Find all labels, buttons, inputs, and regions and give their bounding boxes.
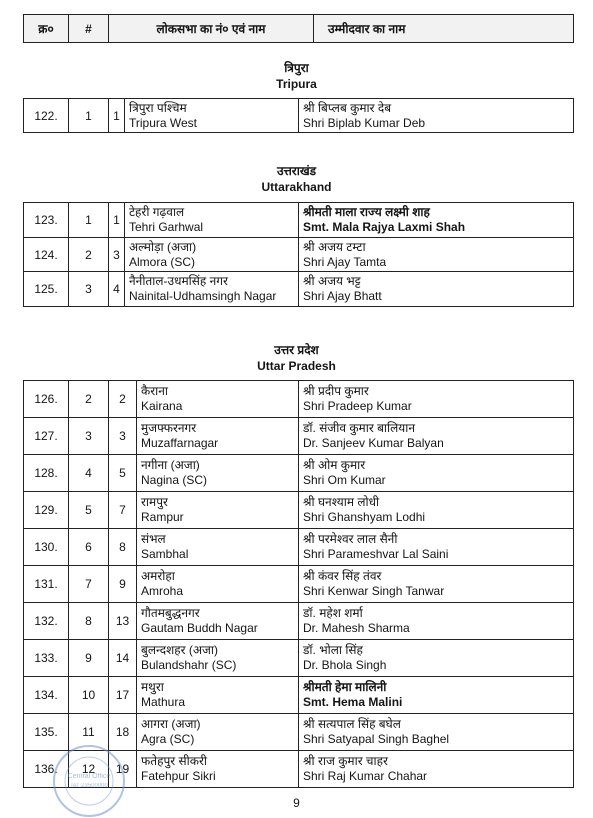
constituency-cell [137, 492, 299, 529]
candidate-english: Shri Kenwar Singh Tanwar [303, 584, 445, 598]
row-pc-number: 8 [109, 529, 137, 566]
row-sr: 134. [24, 677, 69, 714]
constituency-cell [137, 381, 299, 418]
constituency-hindi: रामपुर [141, 495, 168, 509]
state-heading-uttarakhand [0, 163, 593, 195]
state-name-hindi: उत्तराखंड [276, 164, 317, 178]
row-number: 1 [69, 99, 109, 133]
row-pc-number: 7 [109, 492, 137, 529]
table-row [24, 99, 574, 133]
candidate-english: Shri Parameshvar Lal Saini [303, 547, 449, 561]
candidate-english: Shri Om Kumar [303, 473, 386, 487]
candidate-hindi: श्री परमेश्वर लाल सैनी [303, 532, 398, 546]
state-heading-uttar-pradesh [0, 342, 593, 374]
constituency-english: Kairana [141, 399, 183, 413]
candidate-cell [299, 529, 574, 566]
table-row [24, 492, 574, 529]
row-pc-number: 4 [109, 272, 125, 307]
candidate-english: Shri Ajay Tamta [303, 254, 387, 269]
candidate-english: Shri Pradeep Kumar [303, 399, 412, 413]
candidate-hindi: श्रीमती माला राज्य लक्ष्मी शाह [303, 205, 430, 219]
seal-line2: Tel: 23500000 [70, 783, 108, 789]
candidate-hindi: श्री कंवर सिंह तंवर [303, 569, 382, 583]
constituency-english: Almora (SC) [129, 254, 196, 269]
constituency-english: Amroha [141, 584, 184, 598]
constituency-hindi: अल्मोड़ा (अजा) [129, 239, 197, 254]
constituency-cell [137, 640, 299, 677]
candidate-cell [299, 714, 574, 751]
row-sr: 136. [24, 751, 69, 788]
table-row [24, 529, 574, 566]
row-pc-number: 3 [109, 238, 125, 272]
state-name-hindi: त्रिपुरा [284, 61, 309, 75]
seal-line1: Central Office [67, 773, 111, 780]
table-row [24, 677, 574, 714]
candidate-cell [299, 603, 574, 640]
table-row [24, 381, 574, 418]
row-sr: 126. [24, 381, 69, 418]
constituency-english: Nainital-Udhamsingh Nagar [129, 289, 277, 303]
constituency-english: Agra (SC) [141, 732, 195, 746]
uttarakhand-table [23, 202, 574, 307]
constituency-hindi: मथुरा [141, 680, 164, 694]
header-hash: # [69, 15, 109, 43]
candidate-hindi: श्री घनश्याम लोधी [303, 495, 380, 509]
tripura-table [23, 98, 574, 133]
constituency-hindi: अमरोहा [141, 569, 175, 583]
candidate-hindi: डॉ. भोला सिंह [303, 643, 363, 657]
candidate-cell [299, 381, 574, 418]
uttar-pradesh-rows [24, 381, 574, 788]
candidate-hindi: श्री अजय टम्टा [303, 239, 366, 254]
row-sr: 130. [24, 529, 69, 566]
state-name-english: Uttarakhand [261, 180, 332, 194]
state-name-english: Uttar Pradesh [257, 359, 336, 373]
constituency-hindi: मुजफ्फरनगर [141, 421, 197, 435]
constituency-english: Bulandshahr (SC) [141, 658, 237, 672]
row-number: 3 [69, 418, 109, 455]
table-row [24, 418, 574, 455]
row-pc-number: 9 [109, 566, 137, 603]
constituency-hindi: बुलन्दशहर (अजा) [141, 643, 219, 657]
row-number: 3 [69, 272, 109, 307]
constituency-hindi: नगीना (अजा) [141, 458, 200, 472]
state-heading-tripura [0, 60, 593, 92]
constituency-cell [125, 238, 299, 272]
row-pc-number: 2 [109, 381, 137, 418]
candidate-hindi: श्री सत्यपाल सिंह बघेल [303, 717, 401, 731]
row-pc-number: 5 [109, 455, 137, 492]
row-number: 2 [69, 238, 109, 272]
table-row [24, 203, 574, 238]
row-number: 9 [69, 640, 109, 677]
uttar-pradesh-table [23, 380, 574, 788]
candidate-cell [299, 203, 574, 238]
constituency-english: Nagina (SC) [141, 473, 208, 487]
row-number: 6 [69, 529, 109, 566]
candidate-cell [299, 99, 574, 133]
table-row [24, 640, 574, 677]
row-sr: 131. [24, 566, 69, 603]
candidate-cell [299, 677, 574, 714]
state-name-hindi: उत्तर प्रदेश [274, 343, 319, 357]
candidate-hindi: श्री राज कुमार चाहर [303, 754, 388, 768]
constituency-english: Tehri Garhwal [129, 220, 204, 234]
row-number: 1 [69, 203, 109, 238]
row-sr: 133. [24, 640, 69, 677]
constituency-hindi: फतेहपुर सीकरी [141, 754, 207, 768]
constituency-english: Rampur [141, 510, 184, 524]
row-sr: 132. [24, 603, 69, 640]
table-row [24, 603, 574, 640]
constituency-english: Gautam Buddh Nagar [141, 621, 258, 635]
candidate-hindi: श्री अजय भट्ट [303, 274, 361, 288]
candidate-english: Smt. Mala Rajya Laxmi Shah [303, 220, 466, 234]
header-constituency: लोकसभा का नं० एवं नाम [109, 15, 314, 43]
table-row [24, 566, 574, 603]
candidate-hindi: डॉ. महेश शर्मा [303, 606, 363, 620]
constituency-cell [137, 751, 299, 788]
candidate-cell [299, 751, 574, 788]
constituency-cell [125, 99, 299, 133]
candidate-english: Dr. Bhola Singh [303, 658, 387, 672]
constituency-hindi: टेहरी गढ़वाल [129, 205, 185, 219]
candidate-hindi: श्री प्रदीप कुमार [303, 384, 369, 398]
row-number: 12 [69, 751, 109, 788]
candidate-cell [299, 492, 574, 529]
row-pc-number: 14 [109, 640, 137, 677]
candidate-english: Shri Ghanshyam Lodhi [303, 510, 426, 524]
constituency-english: Fatehpur Sikri [141, 769, 216, 783]
row-pc-number: 1 [109, 203, 125, 238]
row-number: 2 [69, 381, 109, 418]
row-pc-number: 19 [109, 751, 137, 788]
row-sr: 125. [24, 272, 69, 307]
row-number: 4 [69, 455, 109, 492]
row-sr: 124. [24, 238, 69, 272]
candidate-english: Dr. Mahesh Sharma [303, 621, 410, 635]
header-table [23, 14, 574, 43]
constituency-english: Mathura [141, 695, 186, 709]
constituency-hindi: संभल [141, 532, 166, 546]
row-pc-number: 17 [109, 677, 137, 714]
candidate-english: Shri Raj Kumar Chahar [303, 769, 428, 783]
row-sr: 123. [24, 203, 69, 238]
candidate-cell [299, 455, 574, 492]
candidate-cell [299, 272, 574, 307]
row-pc-number: 13 [109, 603, 137, 640]
constituency-cell [137, 418, 299, 455]
row-sr: 129. [24, 492, 69, 529]
constituency-cell [137, 566, 299, 603]
candidate-english: Shri Biplab Kumar Deb [303, 115, 426, 130]
row-sr: 135. [24, 714, 69, 751]
row-pc-number: 1 [109, 99, 125, 133]
row-number: 10 [69, 677, 109, 714]
header-row [24, 15, 574, 43]
row-number: 7 [69, 566, 109, 603]
table-row [24, 272, 574, 307]
constituency-cell [137, 455, 299, 492]
constituency-cell [137, 603, 299, 640]
candidate-hindi: डॉ. संजीव कुमार बालियान [303, 421, 416, 435]
row-number: 8 [69, 603, 109, 640]
candidate-cell [299, 566, 574, 603]
row-sr: 122. [24, 99, 69, 133]
candidate-cell [299, 640, 574, 677]
row-pc-number: 3 [109, 418, 137, 455]
constituency-hindi: त्रिपुरा पश्चिम [129, 100, 187, 115]
constituency-hindi: गौतमबुद्धनगर [141, 606, 200, 620]
constituency-english: Muzaffarnagar [141, 436, 219, 450]
candidate-english: Shri Ajay Bhatt [303, 289, 382, 303]
header-candidate: उम्मीदवार का नाम [314, 15, 574, 43]
row-sr: 127. [24, 418, 69, 455]
candidate-english: Shri Satyapal Singh Baghel [303, 732, 450, 746]
constituency-english: Sambhal [141, 547, 189, 561]
candidate-hindi: श्री बिप्लब कुमार देब [303, 100, 392, 115]
constituency-cell [137, 714, 299, 751]
constituency-cell [137, 677, 299, 714]
table-row [24, 238, 574, 272]
constituency-cell [137, 529, 299, 566]
row-number: 5 [69, 492, 109, 529]
candidate-hindi: श्रीमती हेमा मालिनी [303, 680, 387, 694]
row-pc-number: 18 [109, 714, 137, 751]
candidate-cell [299, 238, 574, 272]
header-sr: क्र० [24, 15, 69, 43]
constituency-hindi: कैराना [141, 384, 169, 398]
state-name-english: Tripura [276, 77, 317, 91]
page-number: 9 [293, 796, 300, 810]
constituency-cell [125, 272, 299, 307]
constituency-hindi: नैनीताल-उधमसिंह नगर [129, 274, 228, 288]
candidate-cell [299, 418, 574, 455]
constituency-cell [125, 203, 299, 238]
candidate-english: Dr. Sanjeev Kumar Balyan [303, 436, 444, 450]
candidate-hindi: श्री ओम कुमार [303, 458, 366, 472]
row-number: 11 [69, 714, 109, 751]
candidate-english: Smt. Hema Malini [303, 695, 403, 709]
table-row [24, 455, 574, 492]
row-sr: 128. [24, 455, 69, 492]
constituency-english: Tripura West [129, 115, 198, 130]
constituency-hindi: आगरा (अजा) [141, 717, 201, 731]
